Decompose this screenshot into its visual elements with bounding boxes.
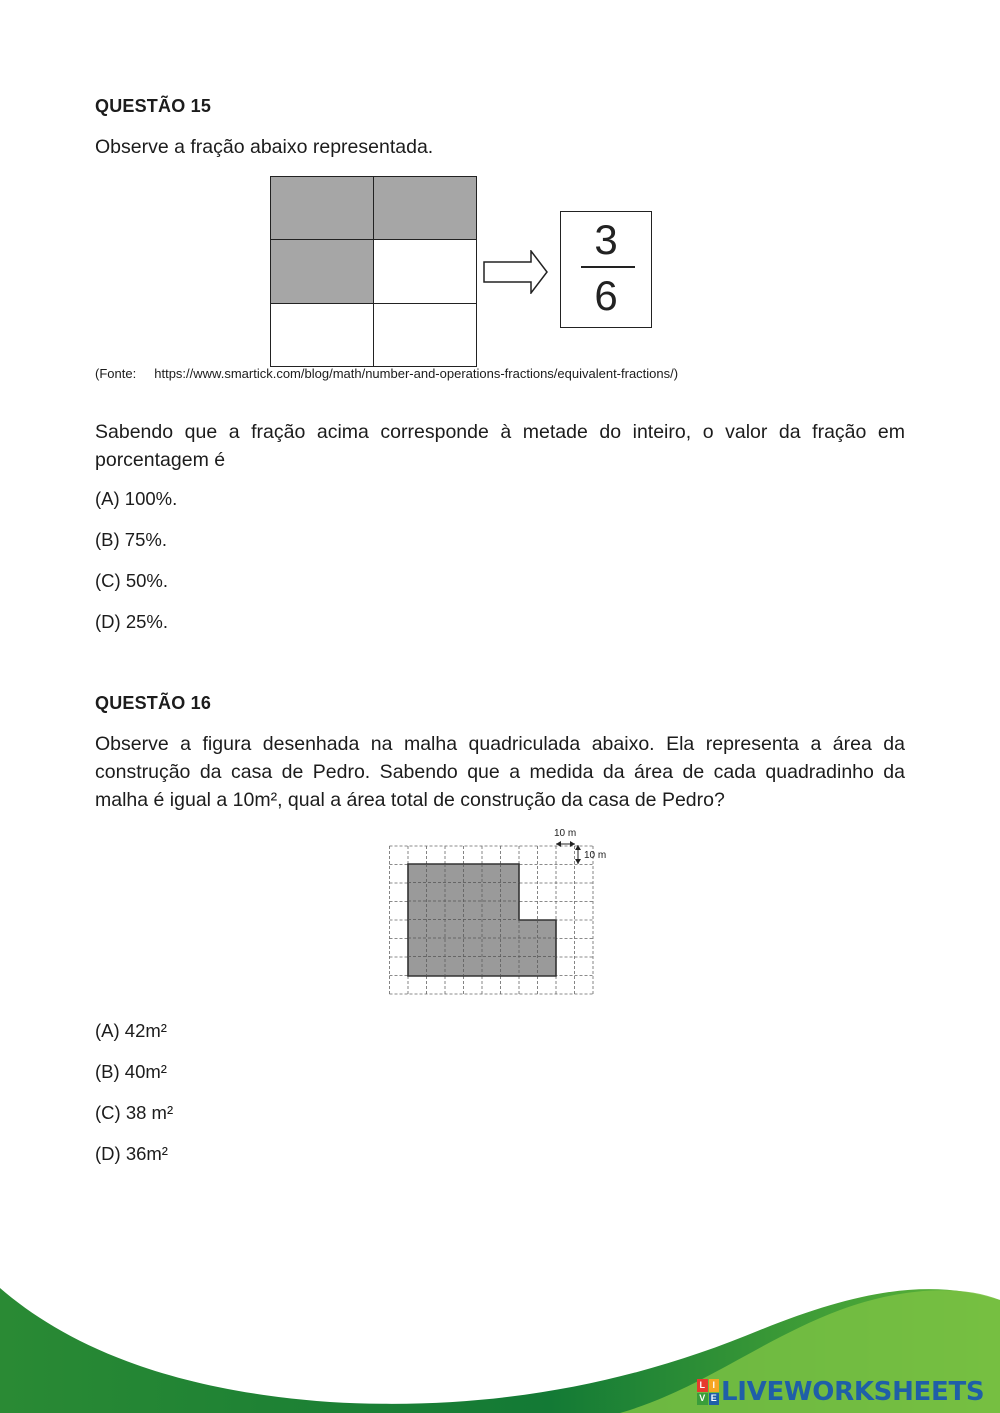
badge-letter: E (709, 1393, 720, 1406)
label-vertical: 10 m (584, 850, 607, 861)
source-label: (Fonte: (95, 366, 137, 381)
q15-option-d: (D) 25%. (95, 611, 168, 632)
grid-cell-empty (271, 304, 374, 367)
grid-cell-shaded (271, 177, 374, 240)
q16-option-d: (D) 36m² (95, 1143, 168, 1164)
q16-title: QUESTÃO 16 (95, 693, 212, 713)
grid-cell-shaded (271, 240, 374, 303)
q15-option-b: (B) 75%. (95, 529, 167, 550)
badge-letter: V (697, 1393, 708, 1406)
source-url: https://www.smartick.com/blog/math/number-and-operations-fractions/equivalent-fractions/) (154, 366, 679, 381)
q15-option-a: (A) 100%. (95, 488, 178, 509)
badge-letter: L (697, 1379, 708, 1392)
house-area-grid-figure (385, 824, 610, 1006)
liveworksheets-logo[interactable] (697, 1378, 984, 1406)
grid-cell-empty (374, 240, 477, 303)
q15-title: QUESTÃO 15 (95, 96, 212, 116)
fraction-grid-figure (270, 176, 477, 367)
q16-question: Observe a figura desenhada na malha quadriculada abaixo. Ela representa a área da construção da casa de Pedro. Sabendo que a medida da área de cada quadradinho da malha é igual a 10m², qual a área total de construção da casa de Pedro? (95, 733, 905, 811)
grid-cell-empty (374, 304, 477, 367)
q15-question: Sabendo que a fração acima corresponde à metade do inteiro, o valor da fração em porcentagem é (95, 421, 905, 471)
fraction-denominator: 6 (594, 272, 618, 319)
grid-cell-shaded (374, 177, 477, 240)
q16-option-c: (C) 38 m² (95, 1102, 174, 1123)
q16-option-b: (B) 40m² (95, 1061, 167, 1082)
figure-source (95, 366, 678, 381)
q16-option-a: (A) 42m² (95, 1020, 167, 1041)
fraction-numerator: 3 (594, 216, 618, 263)
q15-intro: Observe a fração abaixo representada. (95, 136, 434, 158)
q15-option-c: (C) 50%. (95, 570, 168, 591)
badge-letter: I (709, 1379, 720, 1392)
liveworksheets-badge-icon (697, 1379, 719, 1405)
label-horizontal: 10 m (554, 828, 577, 839)
fraction-box (560, 211, 652, 328)
arrow-right-icon (483, 250, 549, 294)
brand-text: LIVEWORKSHEETS (721, 1377, 985, 1407)
fraction-bar (581, 266, 635, 268)
